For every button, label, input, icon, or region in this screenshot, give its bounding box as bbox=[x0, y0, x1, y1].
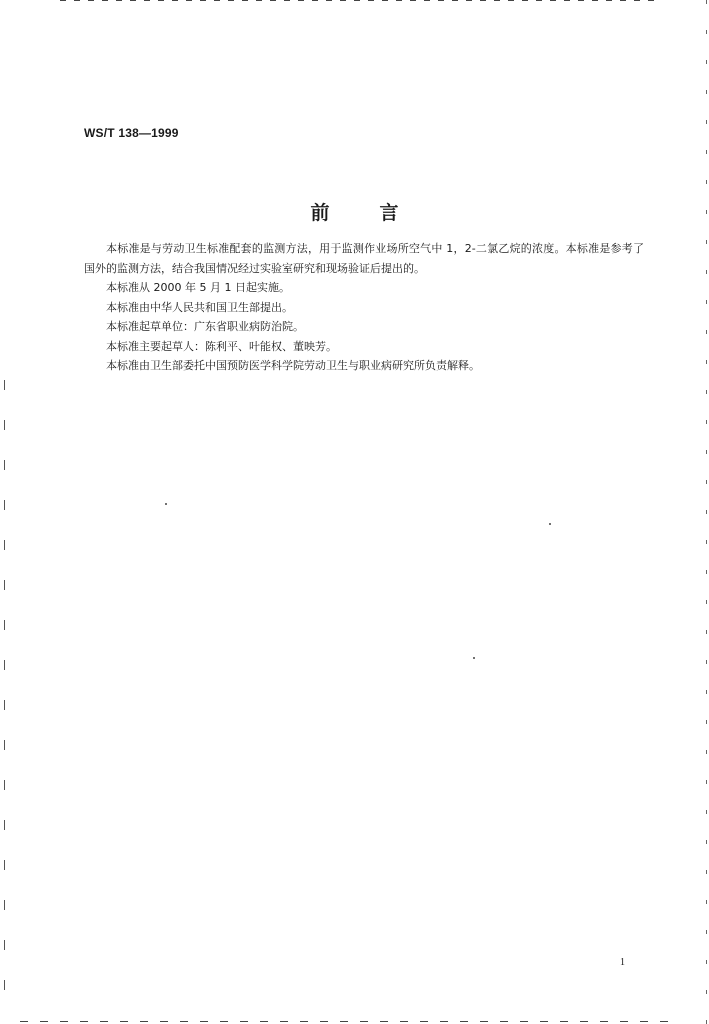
preface-paragraph: 本标准主要起草人：陈利平、叶能权、董映芳。 bbox=[106, 339, 337, 353]
scan-speck bbox=[549, 523, 551, 525]
scan-edge-top bbox=[60, 0, 660, 1]
preface-paragraph: 本标准由卫生部委托中国预防医学科学院劳动卫生与职业病研究所负责解释。 bbox=[106, 359, 480, 372]
preface-paragraph: 本标准是与劳动卫生标准配套的监测方法，用于监测作业场所空气中 1，2-二氯乙烷的浓度。本标准是参考了国外的监测方法，结合我国情况经过实验室研究和现场验证后提出的。 bbox=[84, 242, 644, 275]
preface-paragraph: 本标准从 2000 年 5 月 1 日起实施。 bbox=[106, 281, 290, 294]
preface-title: 前言 bbox=[310, 202, 449, 224]
preface-paragraph: 本标准由中华人民共和国卫生部提出。 bbox=[106, 300, 293, 314]
scan-edge-bottom bbox=[20, 1021, 670, 1022]
scan-edge-right bbox=[706, 0, 707, 1024]
scan-speck bbox=[473, 657, 475, 659]
scan-speck bbox=[165, 503, 167, 505]
page-number: 1 bbox=[620, 957, 625, 968]
preface-body bbox=[84, 239, 644, 376]
standard-code: WS/T 138—1999 bbox=[84, 126, 179, 140]
preface-paragraph: 本标准起草单位：广东省职业病防治院。 bbox=[106, 320, 304, 333]
scan-edge-left bbox=[4, 380, 5, 1000]
